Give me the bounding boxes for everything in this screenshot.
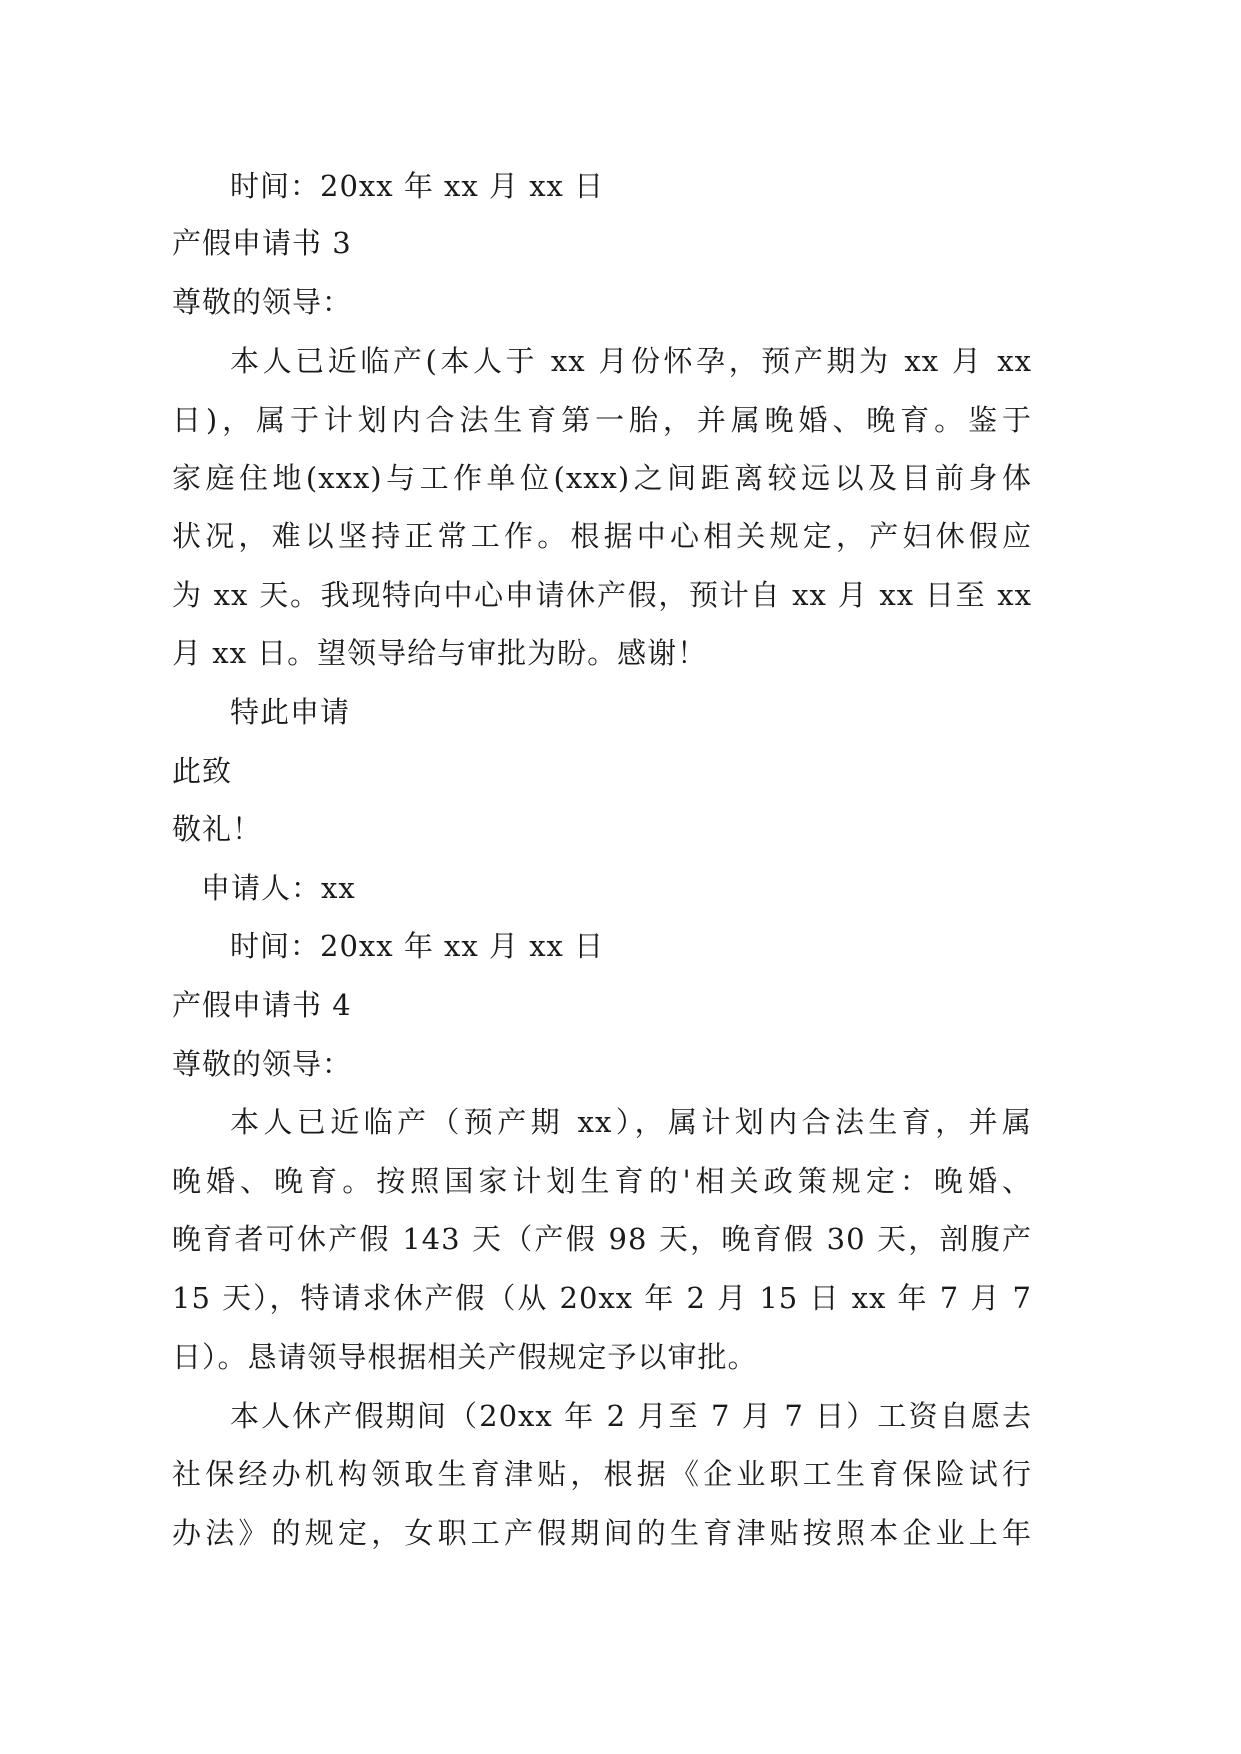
body-paragraph-line: 为 xx 天。我现特向中心申请休产假，预计自 xx 月 xx 日至 xx <box>172 578 1032 612</box>
date-line: 时间：20xx 年 xx 月 xx 日 <box>230 929 605 963</box>
section-title: 产假申请书 4 <box>172 988 352 1022</box>
body-paragraph-line: 日)，属于计划内合法生育第一胎，并属晚婚、晚育。鉴于 <box>172 403 1032 437</box>
body-paragraph-line: 月 xx 日。望领导给与审批为盼。感谢！ <box>172 636 708 670</box>
salutation: 尊敬的领导： <box>172 1047 353 1081</box>
body-paragraph-line: 晚育者可休产假 143 天（产假 98 天，晚育假 30 天，剖腹产 <box>172 1222 1032 1256</box>
body-paragraph-line: 15 天），特请求休产假（从 20xx 年 2 月 15 日 xx 年 7 月 7 <box>172 1281 1032 1315</box>
closing-phrase: 特此申请 <box>230 695 351 729</box>
body-paragraph-line: 本人已近临产(本人于 xx 月份怀孕，预产期为 xx 月 xx <box>230 344 1032 378</box>
body-paragraph-line: 办法》的规定，女职工产假期间的生育津贴按照本企业上年 <box>172 1516 1032 1550</box>
closing-salute: 敬礼！ <box>172 812 263 846</box>
body-paragraph-line: 本人已近临产（预产期 xx），属计划内合法生育，并属 <box>230 1105 1032 1139</box>
body-paragraph-line: 晚婚、晚育。按照国家计划生育的'相关政策规定：晚婚、 <box>172 1164 1032 1198</box>
applicant-line: 申请人：xx <box>201 871 356 905</box>
body-paragraph-line: 家庭住地(xxx)与工作单位(xxx)之间距离较远以及目前身体 <box>172 461 1032 495</box>
salutation: 尊敬的领导： <box>172 285 353 319</box>
body-paragraph-line: 日）。恳请领导根据相关产假规定予以审批。 <box>172 1340 758 1374</box>
body-paragraph-line: 状况，难以坚持正常工作。根据中心相关规定，产妇休假应 <box>172 519 1032 553</box>
body-paragraph-line: 本人休产假期间（20xx 年 2 月至 7 月 7 日）工资自愿去 <box>230 1399 1032 1433</box>
body-paragraph-line: 社保经办机构领取生育津贴，根据《企业职工生育保险试行 <box>172 1457 1032 1491</box>
section-title: 产假申请书 3 <box>172 226 352 260</box>
date-line: 时间：20xx 年 xx 月 xx 日 <box>230 169 605 203</box>
closing-greeting: 此致 <box>172 754 233 788</box>
